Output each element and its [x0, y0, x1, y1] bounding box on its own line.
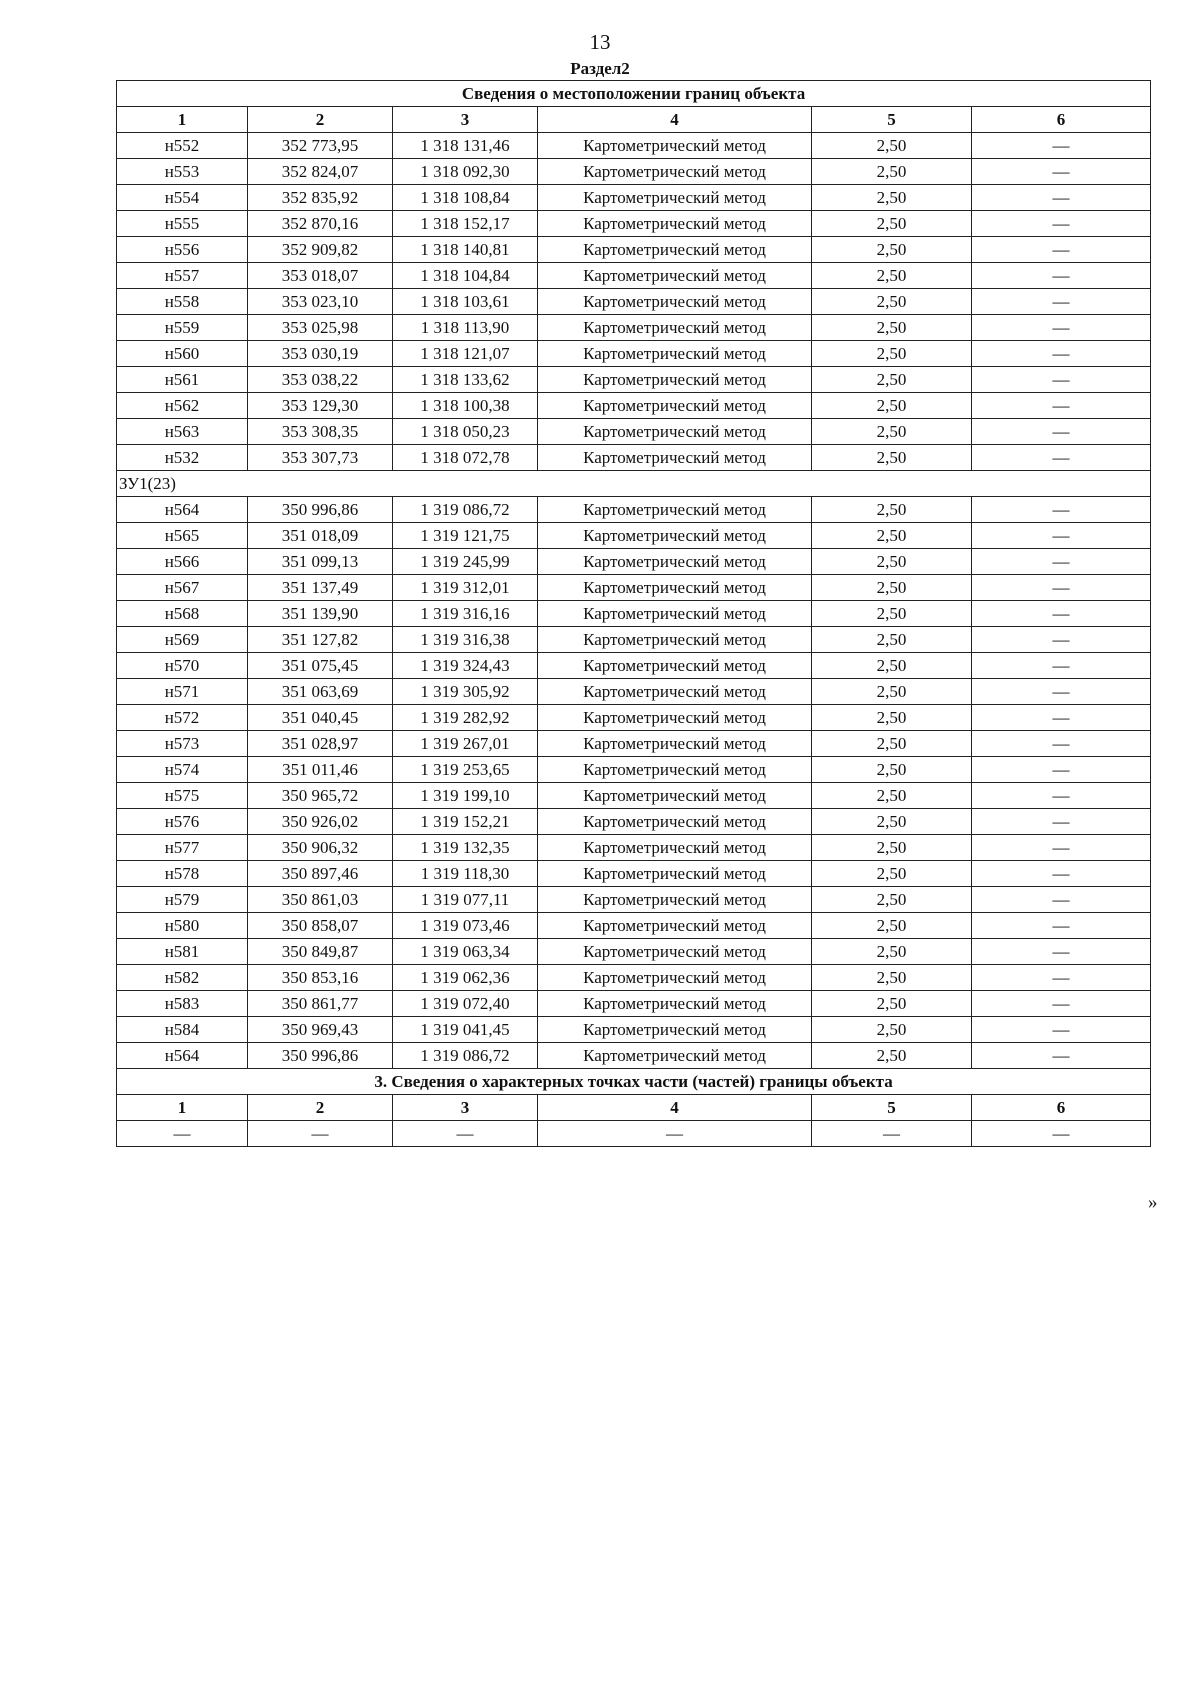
table-cell: Картометрический метод [538, 1043, 812, 1069]
table-cell: н532 [117, 445, 248, 471]
table-cell: — [972, 341, 1151, 367]
table-cell: 350 853,16 [248, 965, 393, 991]
table-cell: Картометрический метод [538, 263, 812, 289]
table-cell: 1 318 113,90 [393, 315, 538, 341]
table-cell: 351 099,13 [248, 549, 393, 575]
section3-column-header: 6 [972, 1095, 1151, 1121]
table-cell: Картометрический метод [538, 393, 812, 419]
table-row [117, 653, 1151, 679]
table-cell: 2,50 [812, 159, 972, 185]
table-cell: — [972, 263, 1151, 289]
table-cell: 2,50 [812, 835, 972, 861]
table-cell: н557 [117, 263, 248, 289]
table-row [117, 861, 1151, 887]
table-row [117, 185, 1151, 211]
table-row [117, 211, 1151, 237]
table-cell: — [972, 731, 1151, 757]
table-cell: 350 996,86 [248, 1043, 393, 1069]
table-cell: 2,50 [812, 315, 972, 341]
table-cell: 351 075,45 [248, 653, 393, 679]
table-cell: 351 040,45 [248, 705, 393, 731]
table-cell: 2,50 [812, 861, 972, 887]
table-cell: 350 858,07 [248, 913, 393, 939]
table-cell: — [972, 1043, 1151, 1069]
table-cell: Картометрический метод [538, 159, 812, 185]
table-cell: Картометрический метод [538, 133, 812, 159]
section3-column-header: 3 [393, 1095, 538, 1121]
table-cell: н570 [117, 653, 248, 679]
table-cell: 1 319 316,16 [393, 601, 538, 627]
table-cell: 1 319 118,30 [393, 861, 538, 887]
table-cell: 1 319 282,92 [393, 705, 538, 731]
table-row [117, 523, 1151, 549]
table-title: Сведения о местоположении границ объекта [117, 81, 1151, 107]
table-cell: н566 [117, 549, 248, 575]
table-cell: н583 [117, 991, 248, 1017]
table-row [117, 1043, 1151, 1069]
table-cell: н575 [117, 783, 248, 809]
table-cell: — [972, 887, 1151, 913]
table-cell: Картометрический метод [538, 861, 812, 887]
table-row [117, 133, 1151, 159]
table-cell: — [972, 601, 1151, 627]
table-cell: 1 319 324,43 [393, 653, 538, 679]
table-row [117, 913, 1151, 939]
table-row [117, 315, 1151, 341]
table-cell: — [972, 419, 1151, 445]
table-cell: 1 319 072,40 [393, 991, 538, 1017]
table-row [117, 341, 1151, 367]
table-cell: н576 [117, 809, 248, 835]
table-cell: — [972, 809, 1151, 835]
table-cell: — [972, 861, 1151, 887]
table-cell: 351 127,82 [248, 627, 393, 653]
section3-cell: — [812, 1121, 972, 1147]
table-cell: 350 906,32 [248, 835, 393, 861]
table-row [117, 159, 1151, 185]
table-cell: — [972, 679, 1151, 705]
table-cell: 352 835,92 [248, 185, 393, 211]
section3-header-row [117, 1095, 1151, 1121]
table-cell: Картометрический метод [538, 835, 812, 861]
table-cell: 1 318 108,84 [393, 185, 538, 211]
table-cell: н553 [117, 159, 248, 185]
table-cell: н580 [117, 913, 248, 939]
table-row [117, 731, 1151, 757]
table-cell: 2,50 [812, 497, 972, 523]
table-cell: 1 319 312,01 [393, 575, 538, 601]
table-row [117, 289, 1151, 315]
section-title: Раздел2 [570, 59, 630, 78]
table-cell: 351 011,46 [248, 757, 393, 783]
table-cell: Картометрический метод [538, 653, 812, 679]
table-cell: 2,50 [812, 523, 972, 549]
column-header-row [117, 107, 1151, 133]
table-cell: н579 [117, 887, 248, 913]
table-cell: н577 [117, 835, 248, 861]
table-cell: н561 [117, 367, 248, 393]
table-row [117, 705, 1151, 731]
table-cell: н564 [117, 497, 248, 523]
table-cell: 1 319 253,65 [393, 757, 538, 783]
table-cell: — [972, 549, 1151, 575]
table-cell: — [972, 783, 1151, 809]
table-cell: — [972, 991, 1151, 1017]
table-cell: Картометрический метод [538, 445, 812, 471]
table-cell: — [972, 939, 1151, 965]
table-cell: — [972, 757, 1151, 783]
table-cell: н571 [117, 679, 248, 705]
table-cell: 353 023,10 [248, 289, 393, 315]
table-cell: — [972, 653, 1151, 679]
table-cell: н564 [117, 1043, 248, 1069]
table-cell: 2,50 [812, 237, 972, 263]
table-cell: н552 [117, 133, 248, 159]
table-cell: 2,50 [812, 263, 972, 289]
table-cell: Картометрический метод [538, 627, 812, 653]
table-cell: 1 319 121,75 [393, 523, 538, 549]
table-cell: Картометрический метод [538, 679, 812, 705]
table-cell: н560 [117, 341, 248, 367]
table-cell: н558 [117, 289, 248, 315]
section3-cell: — [248, 1121, 393, 1147]
table-cell: н584 [117, 1017, 248, 1043]
table-cell: 2,50 [812, 211, 972, 237]
table-cell: — [972, 705, 1151, 731]
table-cell: 2,50 [812, 653, 972, 679]
section3-title-row [117, 1069, 1151, 1095]
table-row [117, 679, 1151, 705]
table-cell: Картометрический метод [538, 237, 812, 263]
table-cell: 1 318 133,62 [393, 367, 538, 393]
table-row [117, 575, 1151, 601]
table-cell: 350 996,86 [248, 497, 393, 523]
table-cell: н563 [117, 419, 248, 445]
section3-cell: — [393, 1121, 538, 1147]
table-cell: — [972, 1017, 1151, 1043]
table-cell: Картометрический метод [538, 601, 812, 627]
table-cell: Картометрический метод [538, 731, 812, 757]
table-cell: Картометрический метод [538, 523, 812, 549]
section3-column-header: 4 [538, 1095, 812, 1121]
table-cell: 2,50 [812, 887, 972, 913]
table-cell: 2,50 [812, 289, 972, 315]
table-row [117, 757, 1151, 783]
table-cell: 350 849,87 [248, 939, 393, 965]
table-cell: 350 861,77 [248, 991, 393, 1017]
column-header: 5 [812, 107, 972, 133]
table-cell: 1 319 086,72 [393, 497, 538, 523]
table-cell: н562 [117, 393, 248, 419]
column-header: 4 [538, 107, 812, 133]
table-cell: 350 861,03 [248, 887, 393, 913]
table-cell: 353 018,07 [248, 263, 393, 289]
table-cell: — [972, 445, 1151, 471]
boundary-coordinates-table [116, 80, 1151, 1147]
section3-column-header: 5 [812, 1095, 972, 1121]
table-cell: 2,50 [812, 419, 972, 445]
table-cell: 2,50 [812, 913, 972, 939]
table-cell: 353 307,73 [248, 445, 393, 471]
table-cell: — [972, 627, 1151, 653]
table-row [117, 887, 1151, 913]
table-cell: Картометрический метод [538, 965, 812, 991]
table-cell: 1 318 100,38 [393, 393, 538, 419]
table-cell: 1 318 072,78 [393, 445, 538, 471]
table-cell: н559 [117, 315, 248, 341]
table-cell: 353 308,35 [248, 419, 393, 445]
table-row [117, 497, 1151, 523]
table-cell: 1 318 121,07 [393, 341, 538, 367]
table-cell: Картометрический метод [538, 809, 812, 835]
table-cell: Картометрический метод [538, 939, 812, 965]
table-cell: — [972, 913, 1151, 939]
table-cell: 2,50 [812, 627, 972, 653]
table-cell: 352 909,82 [248, 237, 393, 263]
table-row [117, 367, 1151, 393]
column-header: 2 [248, 107, 393, 133]
table-cell: 1 318 131,46 [393, 133, 538, 159]
table-cell: 1 319 267,01 [393, 731, 538, 757]
table-cell: 350 926,02 [248, 809, 393, 835]
table-cell: Картометрический метод [538, 887, 812, 913]
table-row [117, 783, 1151, 809]
table-cell: 1 319 316,38 [393, 627, 538, 653]
section3-column-header: 1 [117, 1095, 248, 1121]
table-cell: 1 319 305,92 [393, 679, 538, 705]
table-cell: 1 318 104,84 [393, 263, 538, 289]
page-number: 13 [589, 30, 611, 54]
table-cell: Картометрический метод [538, 575, 812, 601]
table-cell: 352 870,16 [248, 211, 393, 237]
table-cell: 350 969,43 [248, 1017, 393, 1043]
table-cell: 352 773,95 [248, 133, 393, 159]
table-row [117, 835, 1151, 861]
table-cell: н578 [117, 861, 248, 887]
table-cell: н574 [117, 757, 248, 783]
table-cell: — [972, 185, 1151, 211]
table-cell: 1 318 050,23 [393, 419, 538, 445]
table-cell: н555 [117, 211, 248, 237]
table-cell: 351 063,69 [248, 679, 393, 705]
table-cell: н582 [117, 965, 248, 991]
table-cell: Картометрический метод [538, 991, 812, 1017]
table-row [117, 627, 1151, 653]
table-cell: 2,50 [812, 705, 972, 731]
table-cell: 2,50 [812, 965, 972, 991]
closing-quote: » [1148, 1192, 1158, 1213]
table-cell: 1 319 073,46 [393, 913, 538, 939]
section3-row [117, 1121, 1151, 1147]
table-cell: 2,50 [812, 809, 972, 835]
table-cell: 2,50 [812, 367, 972, 393]
table-cell: 1 319 132,35 [393, 835, 538, 861]
table-cell: Картометрический метод [538, 705, 812, 731]
table-cell: н565 [117, 523, 248, 549]
section3-title: 3. Сведения о характерных точках части (частей) границы объекта [117, 1069, 1151, 1095]
table-cell: — [972, 133, 1151, 159]
table-cell: 2,50 [812, 341, 972, 367]
table-row [117, 1017, 1151, 1043]
table-cell: — [972, 497, 1151, 523]
table-row [117, 601, 1151, 627]
table-cell: 2,50 [812, 549, 972, 575]
table-cell: 351 028,97 [248, 731, 393, 757]
table-cell: — [972, 289, 1151, 315]
table-row [117, 965, 1151, 991]
table-cell: 2,50 [812, 783, 972, 809]
table-cell: 2,50 [812, 1043, 972, 1069]
table-cell: 353 038,22 [248, 367, 393, 393]
table-title-row [117, 81, 1151, 107]
table-cell: 353 030,19 [248, 341, 393, 367]
table-cell: н573 [117, 731, 248, 757]
table-cell: 1 319 086,72 [393, 1043, 538, 1069]
group-label: ЗУ1(23) [117, 471, 1151, 497]
table-cell: 2,50 [812, 133, 972, 159]
table-row [117, 237, 1151, 263]
table-cell: — [972, 159, 1151, 185]
table-cell: 2,50 [812, 1017, 972, 1043]
table-row [117, 393, 1151, 419]
table-cell: 2,50 [812, 393, 972, 419]
table-cell: 1 319 062,36 [393, 965, 538, 991]
section3-cell: — [538, 1121, 812, 1147]
table-cell: 2,50 [812, 185, 972, 211]
table-cell: 350 897,46 [248, 861, 393, 887]
table-cell: 1 319 077,11 [393, 887, 538, 913]
table-row [117, 263, 1151, 289]
column-header: 6 [972, 107, 1151, 133]
table-cell: н581 [117, 939, 248, 965]
table-row [117, 549, 1151, 575]
table-cell: 353 129,30 [248, 393, 393, 419]
table-cell: н572 [117, 705, 248, 731]
table-cell: — [972, 315, 1151, 341]
table-cell: 1 319 041,45 [393, 1017, 538, 1043]
table-cell: н556 [117, 237, 248, 263]
table-cell: 2,50 [812, 991, 972, 1017]
table-cell: Картометрический метод [538, 185, 812, 211]
table-row [117, 991, 1151, 1017]
table-cell: Картометрический метод [538, 549, 812, 575]
table-cell: 351 139,90 [248, 601, 393, 627]
table-cell: 1 319 152,21 [393, 809, 538, 835]
table-cell: 1 318 152,17 [393, 211, 538, 237]
table-cell: Картометрический метод [538, 913, 812, 939]
table-cell: Картометрический метод [538, 341, 812, 367]
table-cell: — [972, 237, 1151, 263]
table-row [117, 809, 1151, 835]
table-cell: н554 [117, 185, 248, 211]
table-cell: — [972, 393, 1151, 419]
table-cell: — [972, 965, 1151, 991]
table-cell: 1 318 103,61 [393, 289, 538, 315]
table-cell: Картометрический метод [538, 757, 812, 783]
table-cell: — [972, 835, 1151, 861]
table-cell: Картометрический метод [538, 419, 812, 445]
column-header: 3 [393, 107, 538, 133]
table-cell: 2,50 [812, 601, 972, 627]
column-header: 1 [117, 107, 248, 133]
table-cell: н569 [117, 627, 248, 653]
table-cell: 351 137,49 [248, 575, 393, 601]
table-cell: 1 318 092,30 [393, 159, 538, 185]
table-row [117, 939, 1151, 965]
table-cell: 2,50 [812, 731, 972, 757]
table-cell: Картометрический метод [538, 367, 812, 393]
table-cell: 2,50 [812, 679, 972, 705]
table-cell: 351 018,09 [248, 523, 393, 549]
section3-cell: — [117, 1121, 248, 1147]
table-cell: 350 965,72 [248, 783, 393, 809]
table-cell: Картометрический метод [538, 1017, 812, 1043]
table-cell: Картометрический метод [538, 497, 812, 523]
table-row [117, 419, 1151, 445]
table-cell: — [972, 523, 1151, 549]
table-cell: н568 [117, 601, 248, 627]
table-cell: 1 319 199,10 [393, 783, 538, 809]
table-cell: Картометрический метод [538, 315, 812, 341]
table-cell: — [972, 367, 1151, 393]
table-cell: 2,50 [812, 445, 972, 471]
table-cell: н567 [117, 575, 248, 601]
table-cell: 2,50 [812, 575, 972, 601]
section3-cell: — [972, 1121, 1151, 1147]
table-cell: Картометрический метод [538, 783, 812, 809]
table-cell: — [972, 211, 1151, 237]
table-cell: 2,50 [812, 939, 972, 965]
table-cell: — [972, 575, 1151, 601]
group-row [117, 471, 1151, 497]
table-cell: 1 319 063,34 [393, 939, 538, 965]
table-cell: Картометрический метод [538, 289, 812, 315]
table-cell: 352 824,07 [248, 159, 393, 185]
table-cell: 1 318 140,81 [393, 237, 538, 263]
table-cell: 1 319 245,99 [393, 549, 538, 575]
table-row [117, 445, 1151, 471]
section3-column-header: 2 [248, 1095, 393, 1121]
table-cell: 353 025,98 [248, 315, 393, 341]
table-cell: 2,50 [812, 757, 972, 783]
table-cell: Картометрический метод [538, 211, 812, 237]
